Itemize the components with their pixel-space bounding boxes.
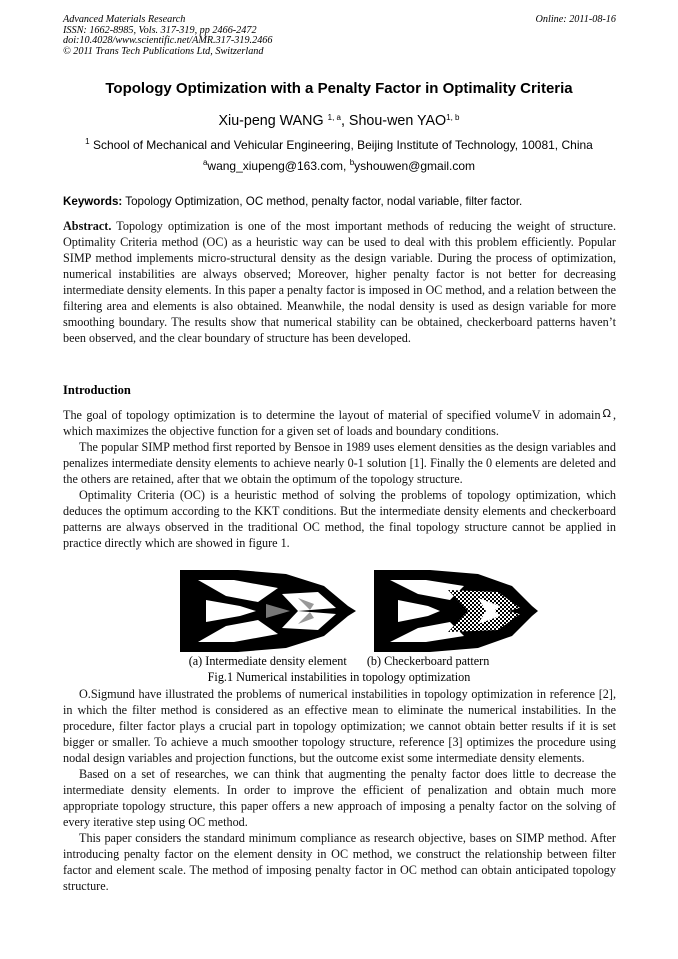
author-list xyxy=(0,113,678,129)
journal-name: Advanced Materials Research xyxy=(63,14,186,25)
figure-1a-caption: (a) Intermediate density element xyxy=(188,654,347,668)
intro-paragraph-4: O.Sigmund have illustrated the problems of numerical instabilities in topology optimization in reference [2], in which the filter method is considered as an effective mean to eliminate the numerical instabilities. In the procedure, filter factor plays a crucial part in topology optimization; we cannot obtain better results if it is set bigger or smaller. To achieve a much smoother topology structure, reference [3] optimizes the procedure using nodal design variables and projection functions, but the outcome exist some intermediate density elements. xyxy=(63,687,616,765)
introduction-part-2 xyxy=(63,686,616,894)
author-1: Xiu-peng WANG xyxy=(218,113,324,129)
email-b-marker: b xyxy=(349,158,355,167)
intro-paragraph-6: This paper considers the standard minimum compliance as research objective, bases on SIMP method. After introducing penalty factor on the element density in OC method, we construct the relationship between filter factor and element scale. The method of imposing penalty factor in OC method can obtain anticipated topology structure. xyxy=(63,831,616,893)
email-separator: , xyxy=(343,159,350,173)
email-b: yshouwen@gmail.com xyxy=(354,159,476,173)
keywords-text: Topology Optimization, OC method, penalty factor, nodal variable, filter factor. xyxy=(122,195,523,208)
copyright-line: © 2011 Trans Tech Publications Ltd, Switzerland xyxy=(63,45,264,57)
issn-line: ISSN: 1662-8985, Vols. 317-319, pp 2466-2472 xyxy=(63,24,257,36)
figure-1a-topology xyxy=(180,570,356,652)
affiliation-text: School of Mechanical and Vehicular Engineering, Beijing Institute of Technology, 10081, China xyxy=(89,138,593,152)
author-2-affil: 1, b xyxy=(446,113,460,122)
intro-p1-text-a: The goal of topology optimization is to determine the layout of material of specified volumeV in adomain xyxy=(63,408,601,422)
section-heading-introduction: Introduction xyxy=(63,383,131,397)
omega-symbol: Ω xyxy=(602,407,611,420)
affiliation xyxy=(0,138,678,152)
email-a: wang_xiupeng@163.com xyxy=(207,159,344,173)
online-date: Online: 2011-08-16 xyxy=(535,14,616,25)
introduction-part-1 xyxy=(63,406,616,551)
email-a-marker: a xyxy=(202,158,208,167)
figure-1 xyxy=(178,568,538,654)
keywords xyxy=(63,195,618,208)
author-2: Shou-wen YAO xyxy=(348,113,447,129)
author-emails xyxy=(0,159,678,173)
intro-paragraph-2: The popular SIMP method first reported by Bensoe in 1989 uses element densities as the design variables and penalizes intermediate density elements to achieve nearly 0-1 solution [1]. Finally the 0 elements are deleted and the others are retained, after that we obtain the optimum of the topology structure. xyxy=(63,440,616,486)
intro-paragraph-5: Based on a set of researches, we can think that augmenting the penalty factor does little to decrease the intermediate density elements. In order to improve the efficient of penalization and obtain much more appropriate topology structure, this paper offers a new approach of imposing a penalty factor on the solving of every iterative step using OC method. xyxy=(63,767,616,829)
affiliation-number: 1 xyxy=(85,137,90,146)
figure-1b-topology xyxy=(374,570,538,652)
abstract-label: Abstract. xyxy=(63,219,112,233)
intro-p1-text-b: , which maximizes the objective function for a given set of loads and boundary conditions. xyxy=(63,408,616,438)
paper-title: Topology Optimization with a Penalty Factor in Optimality Criteria xyxy=(105,80,573,97)
doi-line: doi:10.4028/www.scientific.net/AMR.317-319.2466 xyxy=(63,35,273,47)
intro-paragraph-3: Optimality Criteria (OC) is a heuristic method of solving the problems of topology optimization, which deduces the optimum according to the KKT conditions. But the intermediate density elements and checkerboard patterns are always observed in the traditional OC method, the final topology structure cannot be applied in practice directly which are showed in figure 1. xyxy=(63,488,616,550)
abstract-text: Topology optimization is one of the most important methods of reducing the weight of structure. Optimality Criteria method (OC) as a heuristic way can be used to deal with this problem efficiently. Popular SIMP method implements micro-structural density as the design variable. During the process of optimization, numerical instabilities are always observed; Moreover, higher penalty factor is not better for decreasing intermediate density elements. In this paper a penalty factor is imposed in OC method, and a relation between the filtering area and elements is also obtained. Meanwhile, the nodal density is used as design variable for more smoothing boundary. The results show that numerical stability can be obtained, checkerboard patterns haven’t been observed, and the clear boundary of structure has been developed. xyxy=(63,219,617,345)
abstract xyxy=(63,218,616,346)
figure-1-subcaptions xyxy=(0,653,678,669)
author-separator: , xyxy=(340,113,349,129)
figure-1-caption: Fig.1 Numerical instabilities in topology optimization xyxy=(207,670,471,684)
keywords-label: Keywords: xyxy=(63,195,123,208)
figure-1-images xyxy=(178,568,538,654)
journal-header xyxy=(63,15,272,57)
author-1-affil: 1, a xyxy=(327,113,341,122)
intro-paragraph-1 xyxy=(63,406,616,439)
figure-1b-caption: (b) Checkerboard pattern xyxy=(366,654,490,668)
